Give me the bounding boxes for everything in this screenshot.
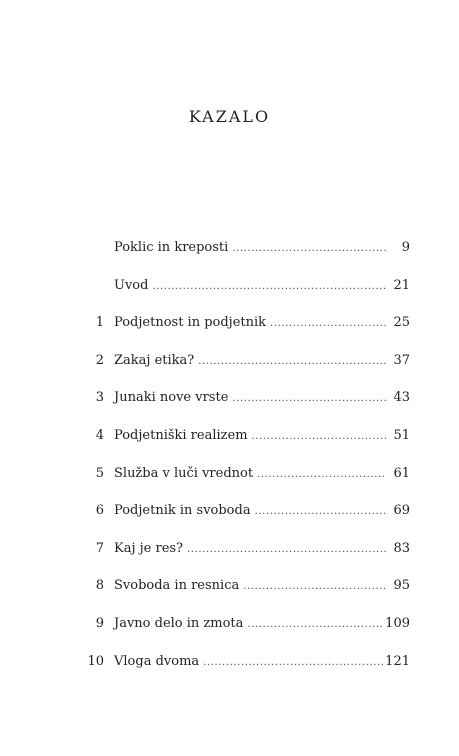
page-number: 25	[393, 315, 410, 331]
dot-leader	[203, 653, 383, 673]
dot-leader	[198, 352, 386, 372]
dot-leader	[270, 314, 386, 334]
chapter-number: 3	[95, 390, 104, 406]
page-number: 9	[401, 240, 410, 255]
chapter-title: Javno delo in zmota	[114, 615, 244, 631]
chapter-number: 10	[87, 653, 104, 669]
chapter-title: Kaj je res?	[114, 540, 184, 556]
toc-entry	[86, 388, 410, 426]
toc-entry	[86, 276, 410, 314]
page-number: 61	[393, 465, 410, 481]
toc-entry	[86, 614, 410, 652]
dot-leader	[232, 389, 386, 409]
chapter-title: Poklic in kreposti	[114, 240, 229, 255]
toc-entry	[86, 501, 410, 539]
chapter-number: 8	[95, 578, 104, 594]
toc-entry	[86, 652, 410, 690]
dot-leader	[152, 277, 386, 297]
dot-leader	[247, 615, 383, 635]
dot-leader	[232, 239, 386, 259]
chapter-number: 9	[95, 615, 104, 631]
dot-leader	[187, 540, 386, 560]
page-number: 121	[385, 653, 410, 669]
page-number: 83	[393, 540, 410, 556]
toc-entry	[86, 576, 410, 614]
chapter-title: Junaki nove vrste	[114, 390, 229, 406]
page-number: 69	[393, 503, 410, 519]
toc-entry	[86, 464, 410, 502]
chapter-title: Uvod	[114, 277, 149, 293]
chapter-number: 4	[95, 427, 104, 443]
chapter-title: Služba v luči vrednot	[114, 465, 254, 481]
chapter-number: 1	[95, 315, 104, 331]
chapter-number: 6	[95, 503, 104, 519]
dot-leader	[243, 577, 386, 597]
page-number: 109	[385, 615, 410, 631]
chapter-title: Zakaj etika?	[114, 352, 195, 368]
table-of-contents	[86, 238, 410, 689]
dot-leader	[257, 465, 386, 485]
dot-leader	[252, 427, 386, 447]
page-number: 51	[393, 427, 410, 443]
page-title: KAZALO	[188, 107, 271, 126]
chapter-title: Podjetnost in podjetnik	[114, 315, 267, 331]
page-number: 95	[393, 578, 410, 594]
chapter-title: Vloga dvoma	[114, 653, 200, 669]
chapter-number: 5	[95, 465, 104, 481]
toc-entry	[86, 313, 410, 351]
page-number: 37	[393, 352, 410, 368]
chapter-number: 7	[95, 540, 104, 556]
chapter-title: Svoboda in resnica	[114, 578, 240, 594]
toc-entry	[86, 539, 410, 577]
toc-entry	[86, 426, 410, 464]
chapter-title: Podjetniški realizem	[114, 427, 248, 443]
chapter-title: Podjetnik in svoboda	[114, 503, 251, 519]
toc-entry	[86, 351, 410, 389]
page-number: 21	[393, 277, 410, 293]
chapter-number: 2	[95, 352, 104, 368]
page-number: 43	[393, 390, 410, 406]
dot-leader	[255, 502, 386, 522]
toc-entry	[86, 238, 410, 276]
